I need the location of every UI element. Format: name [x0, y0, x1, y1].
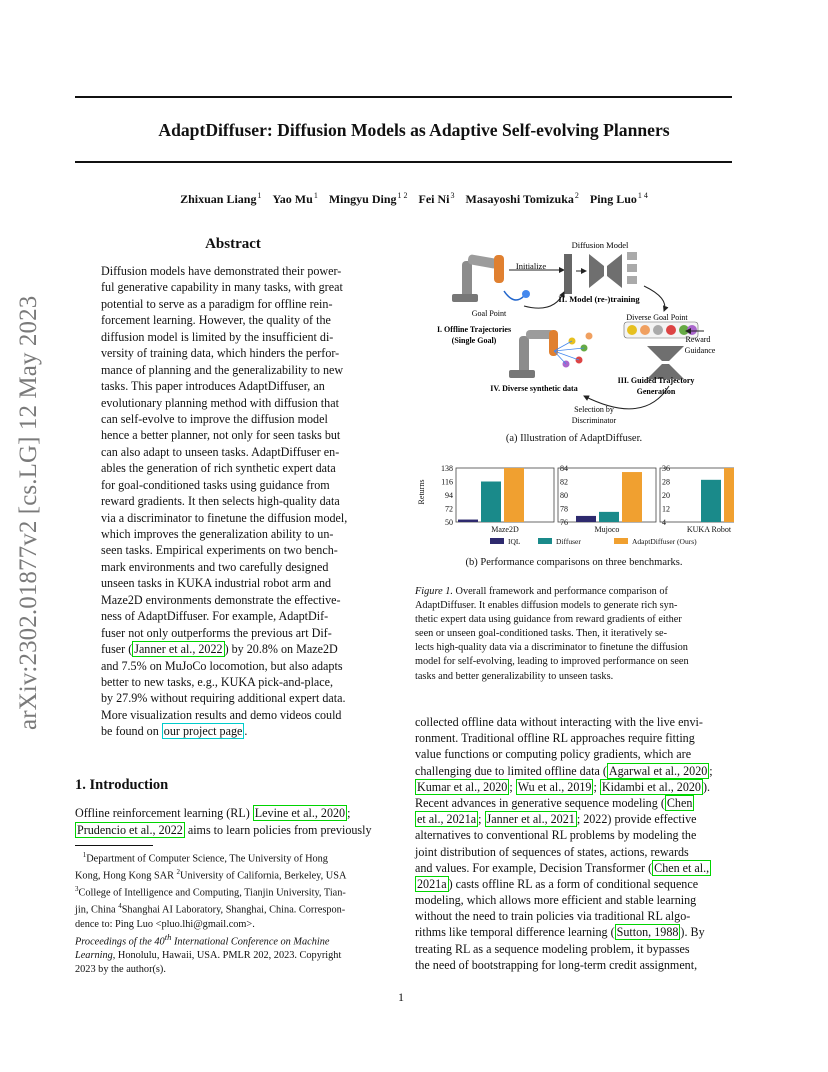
- abstract-line: for goal-conditioned tasks using guidance from: [101, 477, 330, 492]
- bar: [481, 482, 501, 523]
- legend-swatch: [538, 538, 552, 544]
- abstract-line: be found on our project page .: [101, 724, 248, 739]
- abstract-line: forcement learning. However, the quality of the: [101, 313, 331, 328]
- panel-label: KUKA Robot: [686, 525, 732, 534]
- project-page-link[interactable]: our project page: [163, 724, 243, 739]
- legend-swatch: [490, 538, 504, 544]
- abstract-line: Diffusion models have demonstrated their power-: [101, 264, 342, 278]
- label-diffusion-model: Diffusion Model: [571, 240, 629, 250]
- figure-caption: Figure 1. Overall framework and performance comparison of AdaptDiffuser. It enables diffusion models to generate rich syn- thetic expert data using guidance from reward gradients of either seen or unseen goal-conditioned tasks. Then, it iteratively se- lects high-quality data via a discriminator to finetune the diffusion model for self-evolving, leading to improved performance on seen tasks and better generalizability to unseen tasks.: [415, 586, 689, 682]
- svg-text:Initialize: Initialize: [515, 261, 547, 271]
- citation-link[interactable]: Janner et al., 2021: [486, 812, 575, 827]
- paper-title: AdaptDiffuser: Diffusion Models as Adaptive Self-evolving Planners: [158, 120, 670, 140]
- svg-text:Goal Point: Goal Point: [471, 309, 507, 318]
- tick-label: 12: [662, 504, 670, 514]
- caption-b: (b) Performance comparisons on three benchmarks.: [465, 557, 683, 568]
- tick-label: 80: [560, 491, 568, 500]
- citation-link[interactable]: Chen: [666, 795, 693, 810]
- abstract-line: More visualization results and demo videos could: [101, 707, 342, 722]
- abstract-line: fuser ( Janner et al., 2022 ) by 20.8% on Maze2D: [101, 642, 338, 657]
- abstract-line: Maze2D environments demonstrate the effective-: [101, 592, 341, 607]
- abstract-line: can also adapt to unseen tasks. AdaptDiffuser en-: [101, 444, 340, 459]
- top-rule: [75, 96, 732, 98]
- svg-text:(Single Goal): (Single Goal): [451, 336, 497, 345]
- bar: [622, 472, 642, 522]
- abstract-line: ness of AdaptDiffuser. For example, AdaptDif-: [101, 609, 329, 624]
- affiliations-footnote: $^1$Department of Computer Science, The University of Hong Kong, Hong Kong SAR $^2$University of California, Berkeley, USA $^3$College of Intelligence and Computing, Tianjin University, Tian- jin, China $^4$Shanghai AI Laboratory, Shanghai, China. Correspon- dence to: Ping Luo <pluo.lhi@gmail.com>.: [75, 851, 347, 930]
- legend-label: Diffuser: [556, 537, 581, 546]
- citation-link[interactable]: Janner et al., 2022: [134, 642, 223, 657]
- abstract-line: tasks. This paper introduces AdaptDiffuser, an: [101, 379, 325, 394]
- bar: [701, 480, 721, 522]
- citation-link[interactable]: Levine et al., 2020: [254, 806, 346, 820]
- citation-link[interactable]: Sutton, 1988: [616, 925, 679, 940]
- tick-label: 84: [560, 464, 568, 473]
- citation-link[interactable]: Chen et al.,: [654, 860, 710, 875]
- abstract-heading: Abstract: [205, 236, 261, 252]
- title-bottom-rule: [75, 161, 732, 163]
- svg-text:Guidance: Guidance: [684, 346, 716, 355]
- author: Mingyu Ding$^{1 2}$: [328, 191, 408, 206]
- abstract-line: can self-evolve to improve the diffusion model: [101, 411, 328, 426]
- bar: [599, 512, 619, 522]
- section-heading: 1. Introduction: [75, 777, 169, 793]
- tick-label: 78: [560, 504, 568, 514]
- tick-label: 76: [560, 518, 568, 527]
- intro-text: Offline reinforcement learning (RL) Levine et al., 2020 ; Prudencio et al., 2022 aims to learn policies from previously: [75, 806, 372, 837]
- footnote-rule: [75, 845, 153, 846]
- tick-label: 138: [441, 464, 453, 473]
- svg-text:II. Model (re-)training: II. Model (re-)training: [558, 294, 640, 304]
- legend-swatch: [614, 538, 628, 544]
- svg-text:IV. Diverse synthetic data: IV. Diverse synthetic data: [490, 384, 578, 393]
- y-axis-label: Returns: [417, 479, 426, 505]
- abstract-line: versity of training data, which hinders the perfor-: [101, 346, 340, 361]
- framework-diagram: [414, 236, 734, 430]
- author: Ping Luo$^{1 4}$: [589, 191, 648, 206]
- abstract-line: via a discriminator to finetune the diffusion model,: [101, 510, 348, 525]
- svg-text:Generation: Generation: [636, 387, 676, 396]
- author: Yao Mu$^1$: [272, 191, 318, 206]
- svg-text:Discriminator: Discriminator: [571, 416, 617, 425]
- abstract-line: diffusion model is limited by the insufficient di-: [101, 329, 334, 344]
- abstract-line: and 7.5% on MuJoCo locomotion, but also adapts: [101, 658, 343, 673]
- abstract-line: potential to serve as a paradigm for offline rein-: [101, 296, 333, 311]
- tick-label: 36: [662, 464, 670, 473]
- citation-link[interactable]: Kidambi et al., 2020: [601, 779, 701, 794]
- citation-link[interactable]: Kumar et al., 2020: [417, 779, 508, 794]
- svg-text:III. Guided Trajectory: III. Guided Trajectory: [617, 376, 695, 385]
- abstract-line: unseen tasks in KUKA industrial robot arm and: [101, 576, 332, 591]
- author: Fei Ni$^3$: [418, 191, 455, 206]
- diffusion-model-icon: [589, 254, 604, 288]
- legend-label: IQL: [508, 537, 521, 546]
- tick-label: 116: [441, 477, 453, 487]
- proceedings-note: Proceedings of the 40th International Conference on Machine Learning, Honolulu, Hawaii, USA. PMLR 202, 2023. Copyright 2023 by the author(s).: [75, 932, 342, 975]
- tick-label: 20: [662, 491, 670, 500]
- tick-label: 82: [560, 477, 568, 487]
- tick-label: 28: [662, 477, 670, 487]
- abstract-line: mark environments and two carefully designed: [101, 559, 329, 574]
- svg-text:Diverse Goal Point: Diverse Goal Point: [626, 313, 688, 322]
- performance-bar-chart: [414, 458, 734, 553]
- author-list: [0, 191, 828, 207]
- abstract-line: mance of planning and the generalizability to new: [101, 362, 344, 377]
- author: Masayoshi Tomizuka$^2$: [465, 191, 579, 206]
- tick-label: 94: [445, 491, 453, 500]
- dataset-block-icon: [564, 254, 572, 294]
- abstract-line: ful generative capability in many tasks, with great: [101, 280, 343, 295]
- bar: [458, 520, 478, 522]
- caption-a: (a) Illustration of AdaptDiffuser.: [505, 433, 643, 444]
- arxiv-stamp: arXiv:2302.01877v2 [cs.LG] 12 May 2023: [15, 295, 42, 730]
- abstract-line: seen tasks. Empirical experiments on two bench-: [101, 543, 338, 558]
- author: Zhixuan Liang$^1$: [180, 191, 262, 206]
- citation-link[interactable]: Agarwal et al., 2020: [608, 763, 708, 778]
- svg-text:I. Offline Trajectories: I. Offline Trajectories: [436, 325, 512, 334]
- abstract-line: reward gradients. It then selects high-quality data: [101, 494, 340, 509]
- abstract-line: better to new tasks, e.g., KUKA pick-and-place,: [101, 674, 334, 689]
- citation-link[interactable]: Wu et al., 2019: [517, 779, 592, 794]
- abstract-line: fuser not only outperforms the previous art Dif-: [101, 625, 332, 640]
- citation-link[interactable]: 2021a: [417, 876, 447, 891]
- abstract-line: evolutionary planning method with diffusion that: [101, 395, 339, 410]
- abstract-line: by 27.9% without requiring additional expert data.: [101, 691, 346, 706]
- legend-label: AdaptDiffuser (Ours): [632, 537, 697, 546]
- abstract-line: ables the generation of rich synthetic expert data: [101, 461, 336, 476]
- tick-label: 50: [445, 518, 453, 527]
- bar: [504, 468, 524, 522]
- chart-panel-frame: [660, 468, 734, 522]
- panel-label: Mujoco: [594, 525, 620, 534]
- abstract-line: which improves the generalization ability to un-: [101, 527, 334, 541]
- citation-link[interactable]: Prudencio et al., 2022: [77, 822, 183, 837]
- svg-text:Selection by: Selection by: [574, 405, 614, 414]
- bar: [576, 516, 596, 522]
- abstract-line: hence a better planner, not only for seen tasks but: [101, 428, 341, 443]
- tick-label: 4: [662, 518, 666, 527]
- intro-text-continued: collected offline data without interacting with the live envi- ronment. Traditional offline RL approaches require fitting value functions or computing policy gradients, which are challenging due to limited offline data ( Agarwal et al., 2020 ; Kumar et al., 2020 ; Wu et al., 2019 ; Kidambi et al., 2020 ). Recent advances in generative sequence modeling ( Chen et al., 2021a ; Janner et al., 2021 ; 2022) provide effective alternatives to conventional RL problems by modeling the joint distribution of sequences of states, actions, rewards and values. For example, Decision Transformer ( Chen et al., 2021a ) casts offline RL as a form of conditional sequence modeling, which allows more efficient and stable learning without the need to train policies via traditional RL algo- rithms like temporal difference learning ( Sutton, 1988 ). By treating RL as a sequence modeling problem, it bypasses the need of bootstrapping for long-term credit assignment,: [415, 715, 713, 972]
- robot-arm-icon: [452, 254, 504, 302]
- svg-text:Reward: Reward: [685, 335, 711, 344]
- panel-label: Maze2D: [491, 525, 519, 534]
- tick-label: 72: [445, 504, 453, 514]
- abstract-body: [101, 263, 369, 740]
- citation-link[interactable]: et al., 2021a: [417, 812, 477, 827]
- page-number: 1: [398, 990, 404, 1004]
- bar: [724, 468, 734, 522]
